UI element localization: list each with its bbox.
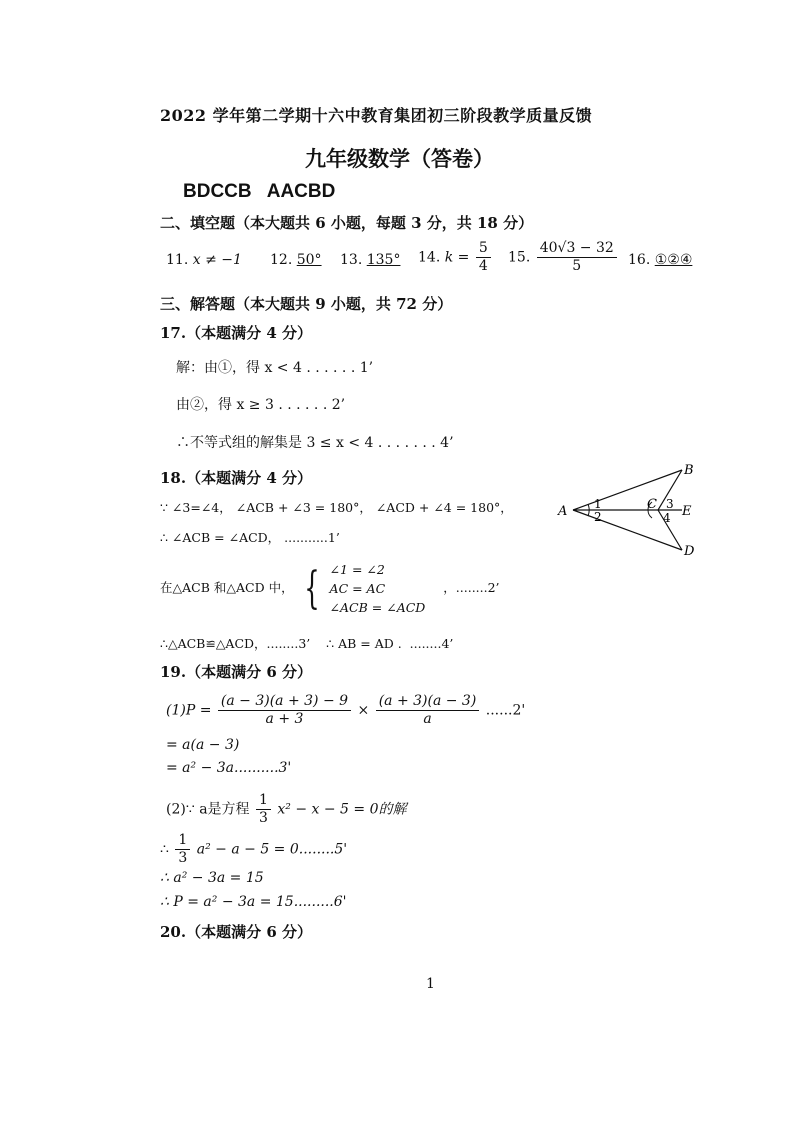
- choice-answers: BDCCB AACBD: [183, 181, 336, 202]
- q15-fraction: [537, 240, 617, 275]
- q15-denominator: 5: [572, 258, 582, 274]
- q17-line2: 由②，得 x ≥ 3 . . . . . . 2’: [176, 397, 346, 413]
- q19-p1-fraction1: [218, 693, 351, 728]
- q19-p2-l2-prefix: ∴: [160, 841, 169, 858]
- q18-heading: 18.（本题满分 4 分）: [160, 469, 312, 487]
- q19-part1-line3: = a² − 3a..........3': [166, 760, 292, 776]
- label-angle4: 4: [663, 511, 671, 525]
- q19-p2-l2-fraction: [175, 832, 190, 867]
- exam-header-title: 2022 学年第二学期十六中教育集团初三阶段教学质量反馈: [160, 106, 593, 125]
- q19-p2-suffix: x² − x − 5 = 0的解: [277, 801, 407, 818]
- q18-line4: ∴△ACB≌△ACD，........3’ ∴ AB = AD . ........4’: [160, 636, 454, 651]
- q18-line1: ∵ ∠3=∠4， ∠ACB + ∠3 = 180°， ∠ACD + ∠4 = 180°，: [160, 500, 513, 515]
- q19-part1-line2: = a(a − 3): [166, 737, 240, 753]
- q18-sys1: ∠1 = ∠2: [329, 562, 385, 577]
- q19-part1-line1: [166, 693, 525, 728]
- q19-part2-line4: ∴ P = a² − 3a = 15.........6': [160, 894, 347, 910]
- q14-lhs: k =: [444, 249, 470, 266]
- section3-title: 三、解答题（本大题共 9 小题，共 72 分）: [160, 295, 453, 313]
- q13: [340, 252, 400, 268]
- q15: [508, 240, 619, 275]
- q19-p1-fraction2: [376, 693, 480, 728]
- q19-p1-den1: a + 3: [265, 711, 304, 727]
- q11: [166, 252, 242, 268]
- q19-p1-den2: a: [423, 711, 432, 727]
- q20-heading: 20.（本题满分 6 分）: [160, 923, 312, 941]
- exam-subtitle: 九年级数学（答卷）: [305, 146, 494, 171]
- q15-num: 15.: [508, 249, 531, 266]
- q19-part2-line3: ∴ a² − 3a = 15: [160, 870, 264, 886]
- section2-title: 二、填空题（本大题共 6 小题，每题 3 分，共 18 分）: [160, 214, 534, 232]
- brace-symbol: {: [303, 562, 320, 614]
- q16-num: 16.: [628, 252, 651, 268]
- q19-p2-den: 3: [259, 810, 268, 826]
- q19-p2-l2-num: 1: [175, 832, 190, 850]
- q18-sys3: ∠ACB = ∠ACD: [329, 600, 426, 615]
- q19-p1-suffix: ......2': [485, 702, 526, 719]
- q17-line3: ∴不等式组的解集是 3 ≤ x < 4 . . . . . . . 4’: [176, 435, 454, 451]
- q11-answer: x ≠ −1: [192, 252, 242, 268]
- label-angle1: 1: [594, 497, 602, 511]
- q14-fraction: [476, 240, 491, 275]
- q19-heading: 19.（本题满分 6 分）: [160, 663, 312, 681]
- page-number: 1: [426, 976, 435, 992]
- q14-denominator: 4: [478, 258, 488, 274]
- q19-p2-fraction: [256, 792, 271, 827]
- q12: [270, 252, 322, 268]
- q14-num: 14.: [418, 249, 441, 266]
- q19-p2-prefix: (2)∵ a是方程: [166, 801, 250, 818]
- q19-p1-times: ×: [357, 702, 370, 719]
- q14: [418, 240, 493, 275]
- label-d: D: [684, 544, 695, 559]
- label-angle3: 3: [666, 497, 674, 511]
- q18-system-lines: [330, 560, 426, 617]
- q12-answer: 50°: [296, 252, 322, 268]
- q13-num: 13.: [340, 252, 363, 268]
- q18-line3-prefix: 在△ACB 和△ACD 中，: [160, 580, 294, 595]
- q18-sys2: AC = AC: [329, 581, 386, 596]
- label-c: C: [647, 497, 657, 512]
- q17-heading: 17.（本题满分 4 分）: [160, 324, 312, 342]
- q19-p2-num: 1: [256, 792, 271, 810]
- q16-answer: ①②④: [654, 252, 693, 268]
- label-angle2: 2: [594, 510, 602, 524]
- q18-system: [160, 560, 500, 617]
- q18-triangle-figure: [550, 458, 710, 566]
- q19-p2-l2-suffix: a² − a − 5 = 0........5': [196, 841, 348, 858]
- q11-num: 11.: [166, 252, 189, 268]
- q17-line1: 解：由①，得 x < 4 . . . . . . 1’: [176, 360, 374, 376]
- q19-p2-l2-den: 3: [178, 850, 188, 866]
- q16: [628, 252, 692, 268]
- q13-answer: 135°: [366, 252, 401, 268]
- q19-part2-line1: [166, 792, 407, 827]
- label-a: A: [558, 504, 568, 519]
- q18-line2: ∴ ∠ACB = ∠ACD， ...........1’: [160, 530, 340, 545]
- q19-p1-prefix: (1)P =: [166, 702, 212, 719]
- q14-numerator: 5: [476, 240, 491, 258]
- q19-p1-num1: (a − 3)(a + 3) − 9: [218, 693, 351, 711]
- q19-p1-num2: (a + 3)(a − 3): [376, 693, 480, 711]
- q18-line3-suffix: ，........2’: [443, 580, 500, 595]
- label-e: E: [682, 504, 692, 519]
- q15-numerator: 40√3 − 32: [537, 240, 617, 258]
- label-b: B: [684, 463, 694, 478]
- q19-part2-line2: [160, 832, 347, 867]
- q12-num: 12.: [270, 252, 293, 268]
